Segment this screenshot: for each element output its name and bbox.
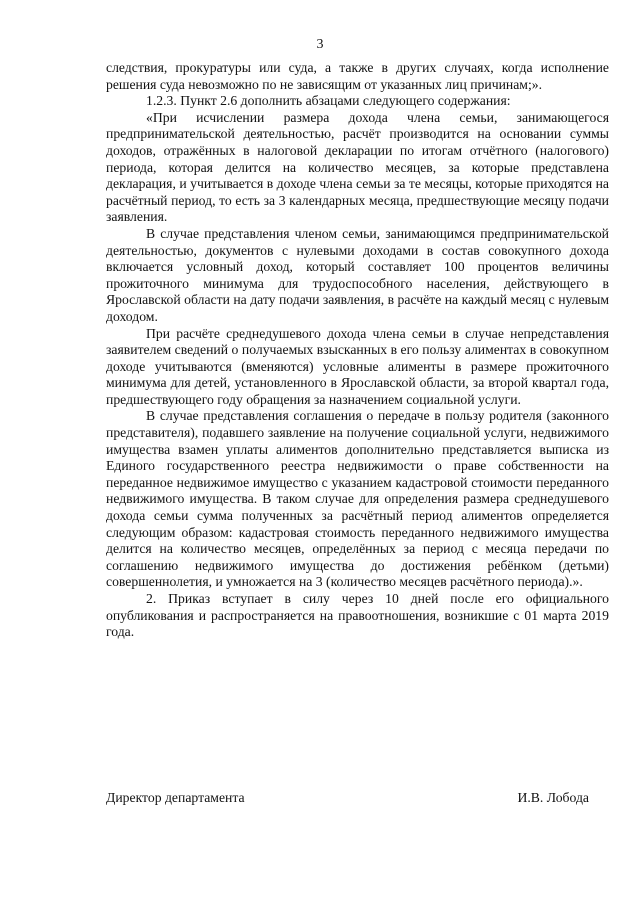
paragraph-alimony: При расчёте среднедушевого дохода члена семьи в случае непредставления заявителем сведений о получаемых взысканных в его пользу алиментах в совокупном доходе учитываются (вменяются) условные алименты в размере прожиточного минимума для детей, установленного в Ярославской области, за второй квартал года, предшествующего году обращения за назначением социальной услуги. — [106, 325, 609, 407]
paragraph-property-agreement: В случае представления соглашения о передаче в пользу родителя (законного представителя), подавшего заявление на получение социальной услуги, недвижимого имущества взамен уплаты алиментов дополнительно представляется выписка из Единого государственного реестра недвижимости о праве собственности на переданное недвижимое имущество с указанием кадастровой стоимости переданного недвижимого имущества. В таком случае для определения размера среднедушевого дохода семьи сумма полученных за расчётный период алиментов определяется следующим образом: кадастровая стоимость переданного недвижимого имущества делится на количество месяцев, определённых за период с месяца передачи по соглашению недвижимого имущества до достижения ребёнком (детьми) совершеннолетия, и умножается на 3 (количество месяцев расчётного периода).». — [106, 408, 609, 590]
paragraph-effective-date: 2. Приказ вступает в силу через 10 дней после его официального опубликования и распространяется на правоотношения, возникшие с 01 марта 2019 года. — [106, 591, 609, 640]
paragraph-continuation: следствия, прокуратуры или суда, а также в других случаях, когда исполнение решения суда невозможно по не зависящим от указанных лиц причинам;». — [106, 60, 609, 92]
signature-block — [106, 790, 589, 806]
paragraph-item-1-2-3: 1.2.3. Пункт 2.6 дополнить абзацами следующего содержания: — [146, 93, 511, 109]
signatory-name: И.В. Лобода — [517, 790, 589, 805]
paragraph-business-income: «При исчислении размера дохода члена семьи, занимающегося предпринимательской деятельностью, расчёт производится на основании суммы доходов, отражённых в налоговой декларации по итогам отчётного (налогового) периода, которая делится на количество месяцев, за которые представлена декларация, и учитывается в доходе члена семьи за те месяцы, которые приходятся на расчётный период, то есть за 3 календарных месяца, предшествующие месяцу подачи заявления. — [106, 109, 609, 225]
signatory-position: Директор департамента — [106, 790, 245, 805]
paragraph-zero-income: В случае представления членом семьи, занимающимся предпринимательской деятельностью, документов с нулевыми доходами в состав совокупного дохода включается условный доход, который составляет 100 процентов величины прожиточного минимума для трудоспособного населения, действующего в Ярославской области на дату подачи заявления, в расчёте на каждый месяц с нулевым доходом. — [106, 225, 609, 324]
page-number: 3 — [316, 37, 324, 52]
document-body — [106, 60, 609, 641]
